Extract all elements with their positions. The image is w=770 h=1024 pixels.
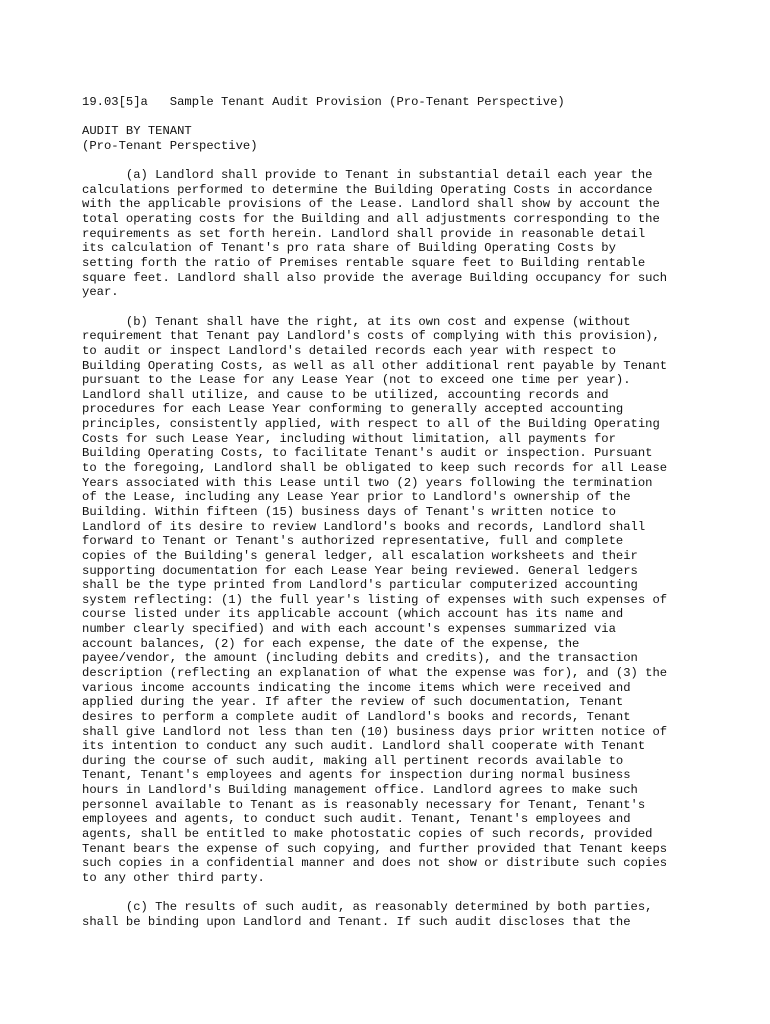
paragraph-line: (c) The results of such audit, as reasonably determined by both parties, [82, 900, 653, 915]
paragraph-line: pursuant to the Lease for any Lease Year (not to exceed one time per year). [82, 373, 631, 388]
paragraph-line: number clearly specified) and with each account's expenses summarized via [82, 622, 616, 637]
paragraph-line: Costs for such Lease Year, including without limitation, all payments for [82, 431, 616, 446]
paragraph-a [82, 168, 692, 300]
spacer [82, 110, 692, 125]
paragraph-line: to audit or inspect Landlord's detailed records each year with respect to [82, 343, 616, 358]
paragraph-line: principles, consistently applied, with respect to all of the Building Operating [82, 417, 660, 432]
spacer [82, 300, 692, 315]
paragraph-line: various income accounts indicating the income items which were received and [82, 680, 631, 695]
section-heading: 19.03[5]a Sample Tenant Audit Provision (Pro-Tenant Perspective) [82, 95, 565, 109]
paragraph-line: year. [82, 285, 119, 300]
paragraph-line: during the course of such audit, making all pertinent records available to [82, 753, 624, 768]
paragraph-line: requirements as set forth herein. Landlord shall provide in reasonable detail [82, 226, 646, 241]
paragraph-line: Building Operating Costs, to facilitate Tenant's audit or inspection. Pursuant [82, 446, 653, 461]
paragraph-line: square feet. Landlord shall also provide the average Building occupancy for such [82, 270, 668, 285]
paragraph-line: to the foregoing, Landlord shall be obligated to keep such records for all Lease [82, 461, 668, 476]
paragraph-line: (b) Tenant shall have the right, at its own cost and expense (without [82, 314, 631, 329]
paragraph-line: personnel available to Tenant as is reasonably necessary for Tenant, Tenant's [82, 797, 646, 812]
paragraph-line: setting forth the ratio of Premises rentable square feet to Building rentable [82, 256, 646, 271]
paragraph-line: supporting documentation for each Lease Year being reviewed. General ledgers [82, 563, 638, 578]
paragraph-c [82, 900, 692, 929]
paragraph-line: agents, shall be entitled to make photostatic copies of such records, provided [82, 827, 653, 842]
paragraph-line: shall be the type printed from Landlord's particular computerized accounting [82, 578, 638, 593]
paragraph-line: with the applicable provisions of the Lease. Landlord shall show by account the [82, 197, 660, 212]
paragraph-line: system reflecting: (1) the full year's listing of expenses with such expenses of [82, 592, 668, 607]
paragraph-line: payee/vendor, the amount (including debits and credits), and the transaction [82, 651, 638, 666]
paragraph-line: desires to perform a complete audit of Landlord's books and records, Tenant [82, 709, 631, 724]
paragraph-line: of the Lease, including any Lease Year prior to Landlord's ownership of the [82, 490, 631, 505]
paragraph-line: Landlord shall utilize, and cause to be utilized, accounting records and [82, 387, 609, 402]
paragraph-line: Building. Within fifteen (15) business days of Tenant's written notice to [82, 504, 616, 519]
paragraph-line: Tenant bears the expense of such copying, and further provided that Tenant keeps [82, 841, 668, 856]
paragraph-line: Landlord of its desire to review Landlord's books and records, Landlord shall [82, 519, 646, 534]
paragraph-line: procedures for each Lease Year conforming to generally accepted accounting [82, 402, 624, 417]
paragraph-line: requirement that Tenant pay Landlord's costs of complying with this provision), [82, 329, 660, 344]
paragraph-line: (a) Landlord shall provide to Tenant in substantial detail each year the [82, 168, 653, 183]
spacer [82, 886, 692, 901]
paragraph-line: shall be binding upon Landlord and Tenant. If such audit discloses that the [82, 914, 631, 929]
spacer [82, 154, 692, 169]
paragraph-line: course listed under its applicable account (which account has its name and [82, 607, 624, 622]
document-page [82, 95, 692, 930]
paragraph-line: Years associated with this Lease until two (2) years following the termination [82, 475, 653, 490]
paragraph-line: to any other third party. [82, 870, 265, 885]
paragraph-line: copies of the Building's general ledger, all escalation worksheets and their [82, 548, 638, 563]
paragraph-line: applied during the year. If after the review of such documentation, Tenant [82, 695, 624, 710]
paragraph-line: total operating costs for the Building and all adjustments corresponding to the [82, 212, 660, 227]
paragraph-line: calculations performed to determine the Building Operating Costs in accordance [82, 182, 653, 197]
paragraph-line: account balances, (2) for each expense, the date of the expense, the [82, 636, 580, 651]
paragraph-line: hours in Landlord's Building management office. Landlord agrees to make such [82, 783, 638, 798]
paragraph-b [82, 315, 692, 886]
subtitle-line: (Pro-Tenant Perspective) [82, 138, 258, 153]
paragraph-line: shall give Landlord not less than ten (10) business days prior written notice of [82, 724, 668, 739]
paragraph-line: such copies in a confidential manner and does not show or distribute such copies [82, 856, 668, 871]
paragraph-line: employees and agents, to conduct such audit. Tenant, Tenant's employees and [82, 812, 631, 827]
paragraph-line: Tenant, Tenant's employees and agents for inspection during normal business [82, 768, 631, 783]
paragraph-line: its calculation of Tenant's pro rata share of Building Operating Costs by [82, 241, 616, 256]
title-line: AUDIT BY TENANT [82, 124, 192, 139]
paragraph-line: description (reflecting an explanation of what the expense was for), and (3) the [82, 665, 668, 680]
paragraph-line: forward to Tenant or Tenant's authorized representative, full and complete [82, 534, 624, 549]
paragraph-line: its intention to conduct any such audit. Landlord shall cooperate with Tenant [82, 739, 646, 754]
paragraph-line: Building Operating Costs, as well as all other additional rent payable by Tenant [82, 358, 668, 373]
